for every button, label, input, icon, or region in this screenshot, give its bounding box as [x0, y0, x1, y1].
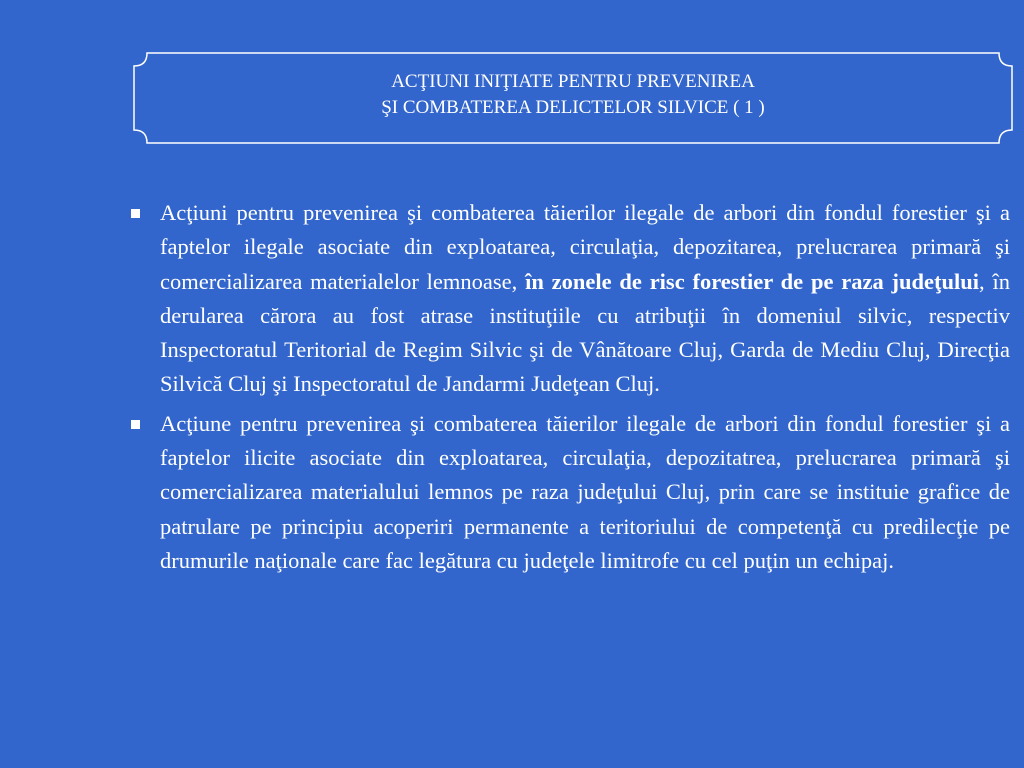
slide-title: [133, 69, 1013, 121]
bullet-list: [128, 196, 1010, 583]
bullet-1-bold-text: în zonele de risc forestier de pe raza judeţului: [525, 268, 980, 294]
slide-title-line1: ACŢIUNI INIŢIATE PENTRU PREVENIREA: [391, 71, 755, 92]
bullet-item-2: [128, 407, 1010, 578]
title-frame: [133, 52, 1013, 144]
bullet-2-text: Acţiune pentru prevenirea şi combaterea tăierilor ilegale de arbori din fondul forestier şi a faptelor ilicite asociate din exploatarea, circulaţia, depozitatrea, prelucrarea primară şi comercializarea materialului lemnos pe raza judeţului Cluj, prin care se instituie grafice de patrulare pe principiu acoperiri permanente a teritoriului de competenţă cu predilecţie pe drumurile naţionale care fac legătura cu judeţele limitrofe cu cel puţin un echipaj.: [160, 410, 1010, 573]
bullet-1-text-after: , în derularea cărora au fost atrase instituţiile cu atribuţii în domeniul silvic, respectiv Inspectoratul Teritorial de Regim Silvic şi de Vânătoare Cluj, Garda de Mediu Cluj, Direcţia Silvică Cluj şi Inspectoratul de Jandarmi Judeţean Cluj.: [160, 268, 1010, 397]
slide-title-line2: ŞI COMBATEREA DELICTELOR SILVICE ( 1 ): [381, 97, 765, 118]
bullet-item-1: [128, 196, 1010, 402]
square-bullet-icon: [131, 209, 140, 218]
bullet-1-text-before: Acţiuni pentru prevenirea şi combaterea tăierilor ilegale de arbori din fondul forestier şi a faptelor ilegale asociate din exploatarea, circulaţia, depozitarea, prelucrarea primară şi comercializarea materialelor lemnoase,: [160, 200, 1010, 294]
square-bullet-icon: [131, 420, 140, 429]
